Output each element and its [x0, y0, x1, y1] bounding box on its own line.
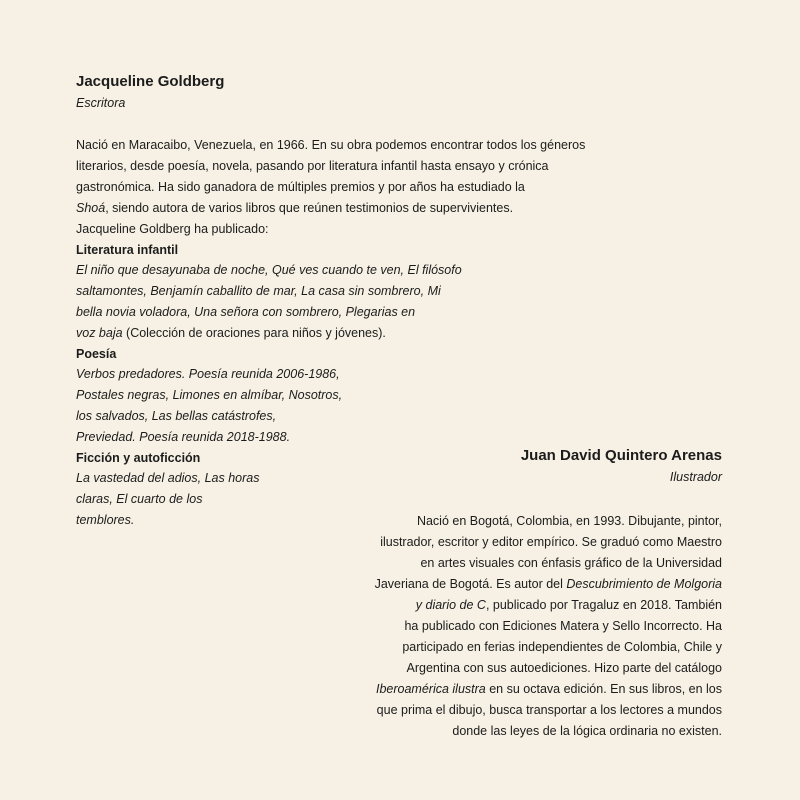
italic-text: Verbos predadores. Poesía reunida 2006-1986,: [76, 367, 340, 381]
section-line: [76, 406, 496, 427]
text-run: que prima el dibujo, busca transportar a los lectores a mundos: [376, 703, 722, 717]
illustrator-role: Ilustrador: [669, 470, 722, 484]
text-run: Nació en Bogotá, Colombia, en 1993. Dibujante, pintor,: [416, 514, 722, 528]
illustrator-bio-line: [302, 595, 722, 616]
italic-text: Shoá: [76, 201, 106, 215]
section-line: [76, 364, 496, 385]
text-run: en artes visuales con énfasis gráfico de la Universidad: [420, 556, 722, 570]
section-line: [76, 302, 496, 323]
italic-text: claras, El cuarto de los: [76, 492, 203, 506]
illustrator-bio-line: [302, 511, 722, 532]
text-run: donde las leyes de la lógica ordinaria no existen.: [452, 724, 722, 738]
illustrator-bio-line: [302, 700, 722, 721]
writer-bio-paragraph-line: [76, 219, 496, 240]
text-run: Argentina con sus autoediciones. Hizo parte del catálogo: [406, 661, 722, 675]
illustrator-bio-line: [302, 679, 722, 700]
italic-text: voz baja: [76, 326, 123, 340]
italic-text: bella novia voladora, Una señora con sombrero, Plegarias en: [76, 305, 416, 319]
illustrator-bio-line: [302, 658, 722, 679]
section-title: Ficción y autoficción: [76, 451, 201, 465]
illustrator-bio-line: [302, 532, 722, 553]
illustrator-bio: [302, 511, 722, 742]
illustrator-bio-line: [302, 637, 722, 658]
illustrator-bio-line: [302, 553, 722, 574]
illustrator-bio-line: [302, 721, 722, 742]
italic-text: Descubrimiento de Molgoria: [566, 577, 722, 591]
italic-text: y diario de C: [415, 598, 486, 612]
italic-text: temblores.: [76, 513, 135, 527]
italic-text: El niño que desayunaba de noche, Qué ves cuando te ven, El filósofo: [76, 263, 462, 277]
italic-text: Previedad. Poesía reunida 2018-1988.: [76, 430, 291, 444]
section-line: [76, 281, 496, 302]
section-line: [76, 385, 496, 406]
text-run: (Colección de oraciones para niños y jóvenes).: [122, 326, 386, 340]
writer-bio-paragraph-line: [76, 177, 525, 198]
writer-bio-paragraph-line: [76, 135, 586, 156]
illustrator-bio-line: [302, 574, 722, 595]
section-title: Literatura infantil: [76, 243, 179, 257]
section-line: [76, 323, 496, 344]
text-run: ilustrador, escritor y editor empírico. Se graduó como Maestro: [380, 535, 722, 549]
writer-name: Jacqueline Goldberg: [76, 73, 225, 90]
section-line: [76, 427, 496, 448]
text-run: , publicado por Tragaluz en 2018. También: [485, 598, 722, 612]
writer-role: Escritora: [76, 96, 126, 110]
italic-text: Postales negras, Limones en almíbar, Nosotros,: [76, 388, 343, 402]
text-run: Nació en Maracaibo, Venezuela, en 1966. En su obra podemos encontrar todos los géneros: [76, 138, 586, 152]
illustrator-bio-line: [302, 616, 722, 637]
illustrator-profile: [302, 446, 722, 742]
text-run: ha publicado con Ediciones Matera y Sello Incorrecto. Ha: [404, 619, 722, 633]
writer-bio-paragraph-line: [76, 198, 514, 219]
italic-text: los salvados, Las bellas catástrofes,: [76, 409, 277, 423]
text-run: gastronómica. Ha sido ganadora de múltiples premios y por años ha estudiado la: [76, 180, 525, 194]
section-title: Poesía: [76, 347, 117, 361]
section-line: [76, 260, 496, 281]
illustrator-name: Juan David Quintero Arenas: [520, 447, 722, 464]
text-run: Jacqueline Goldberg ha publicado:: [76, 222, 269, 236]
italic-text: La vastedad del adios, Las horas: [76, 471, 260, 485]
italic-text: Iberoamérica ilustra: [375, 682, 486, 696]
text-run: en su octava edición. En sus libros, en los: [485, 682, 722, 696]
text-run: , siendo autora de varios libros que reúnen testimonios de supervivientes.: [105, 201, 514, 215]
text-run: participado en ferias independientes de Colombia, Chile y: [402, 640, 722, 654]
writer-bio-paragraph: [76, 135, 586, 240]
italic-text: saltamontes, Benjamín caballito de mar, La casa sin sombrero, Mi: [76, 284, 441, 298]
text-run: literarios, desde poesía, novela, pasando por literatura infantil hasta ensayo y crónica: [76, 159, 549, 173]
text-run: Javeriana de Bogotá. Es autor del: [374, 577, 567, 591]
writer-bio-paragraph-line: [76, 156, 549, 177]
